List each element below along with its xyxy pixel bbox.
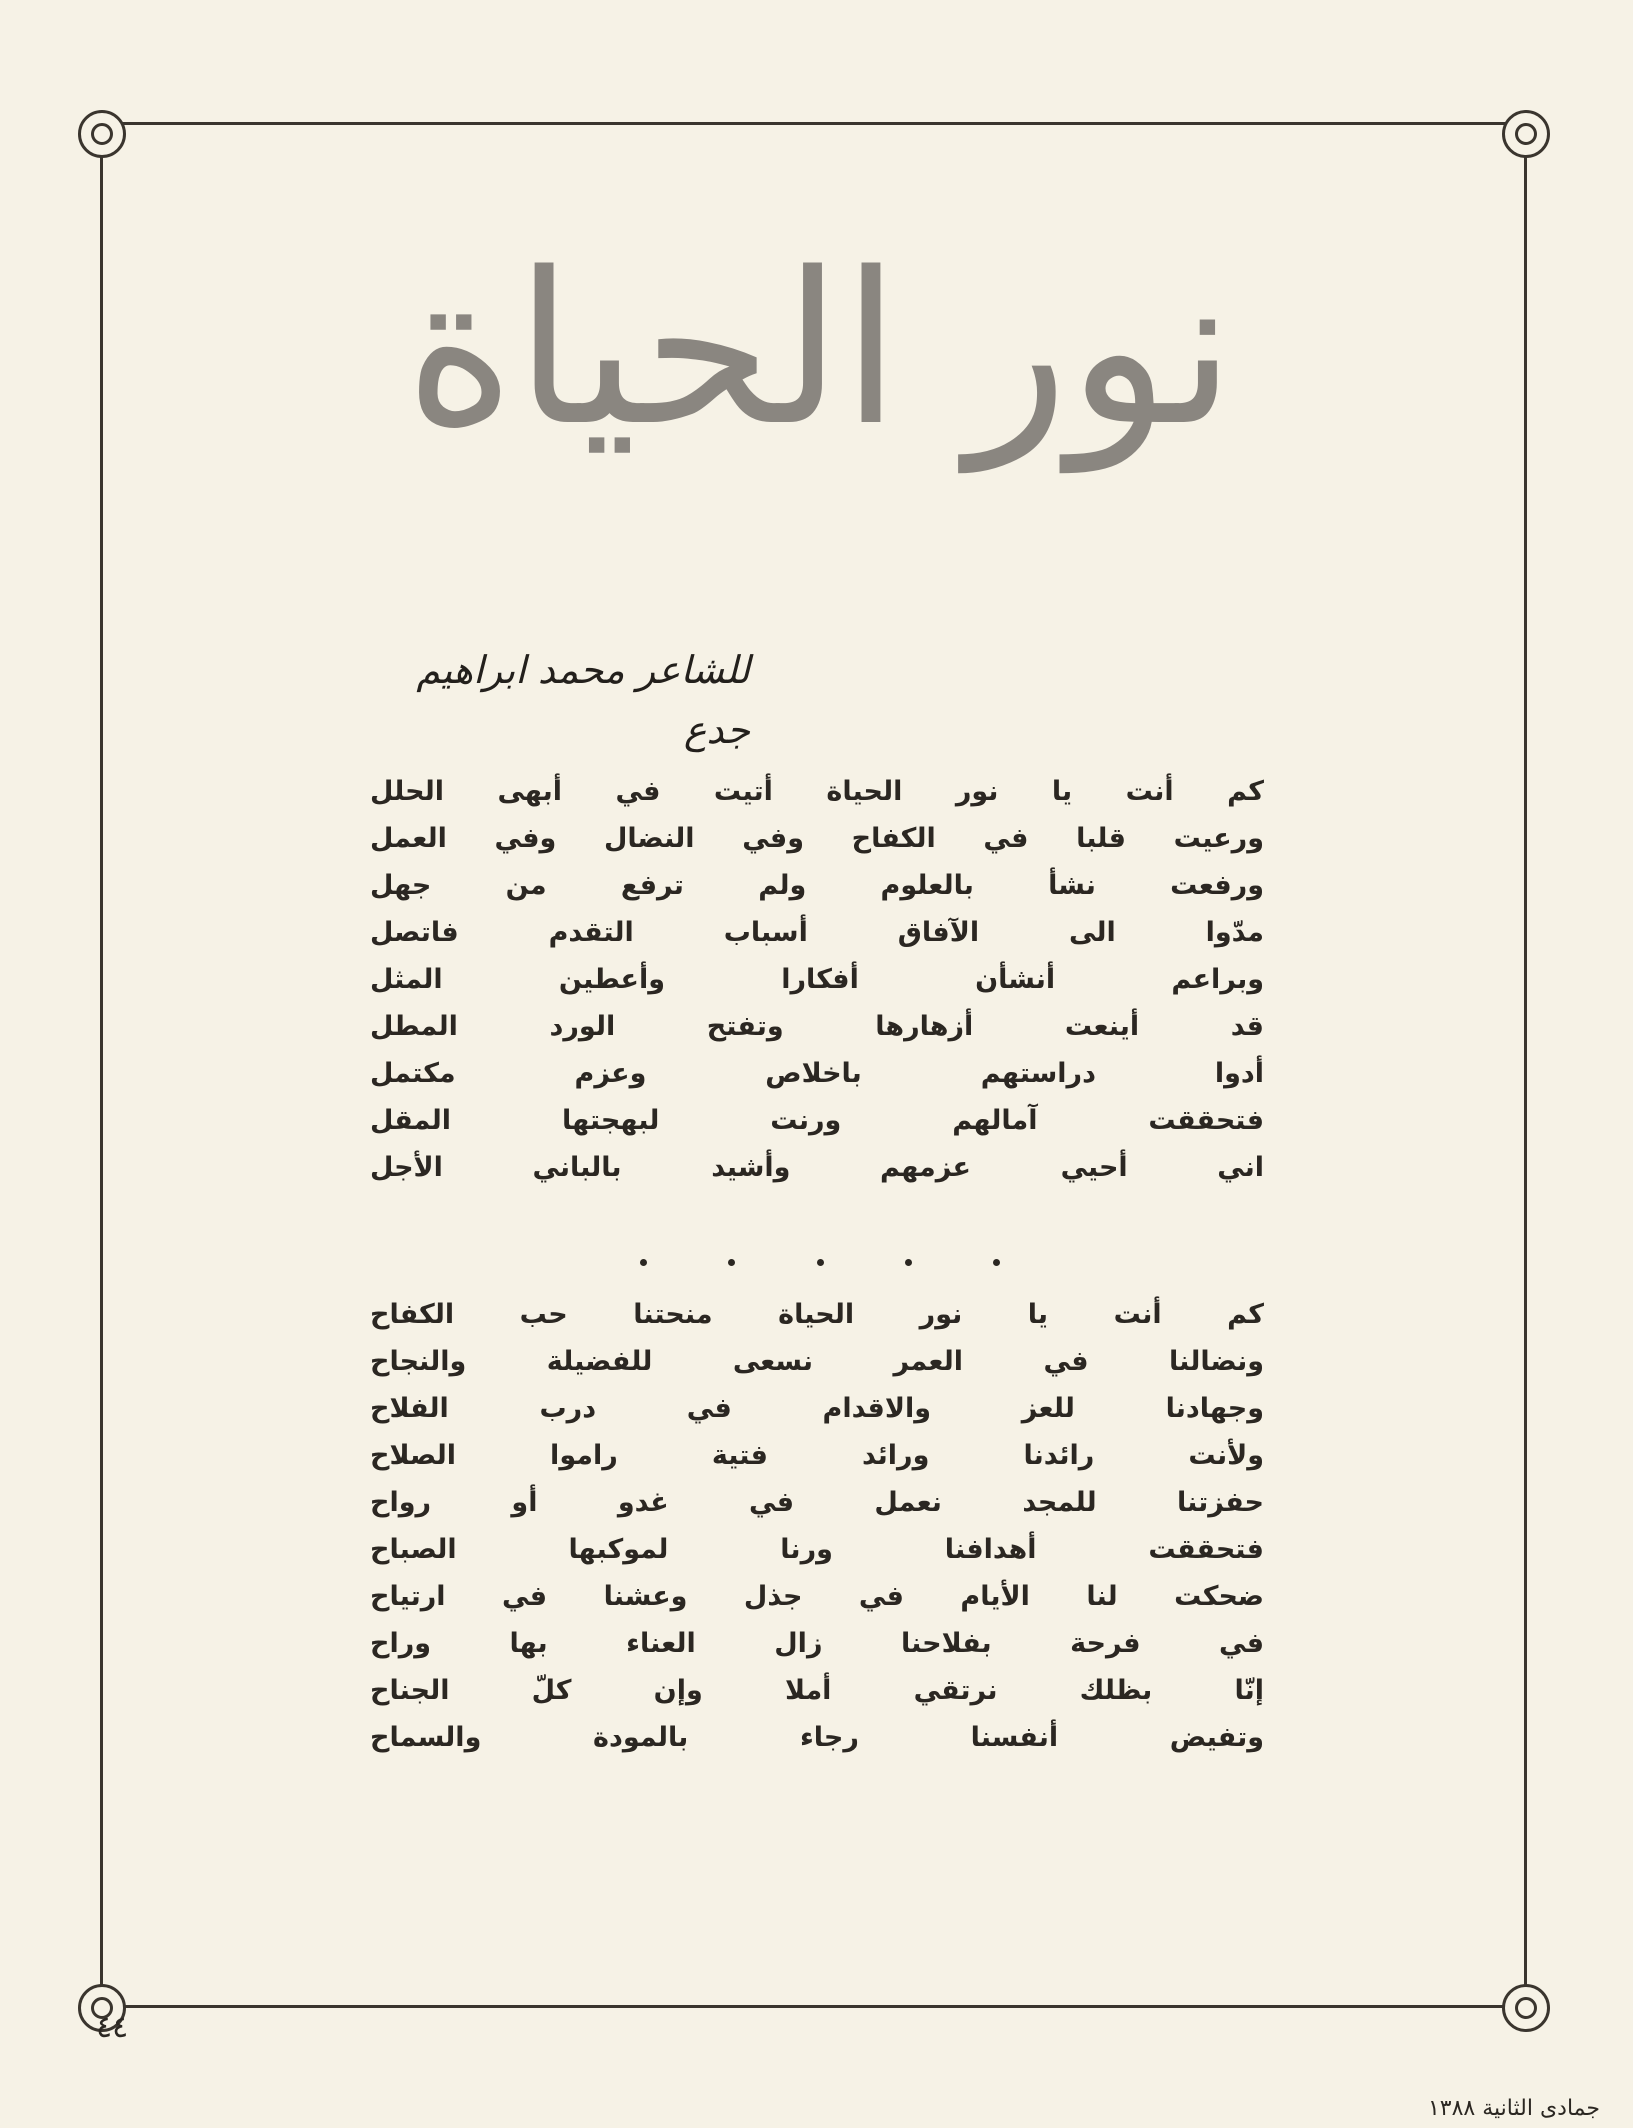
poem-line: أدوا دراستهم باخلاص وعزم مكتمل bbox=[370, 1058, 1264, 1089]
poem-line: كم أنت يا نور الحياة منحتنا حب الكفاح bbox=[370, 1299, 1264, 1330]
poem-line: وتفيض أنفسنا رجاء بالمودة والسماح bbox=[370, 1722, 1264, 1753]
calligraphy-title bbox=[320, 227, 1320, 472]
corner-ornament-bottom-right bbox=[1502, 1984, 1550, 2032]
separator-dot bbox=[728, 1259, 735, 1266]
page-number: ٤٤ bbox=[96, 2010, 129, 2045]
poem-line: إنّا بظلك نرتقي أملا وإن كلّ الجناح bbox=[370, 1675, 1264, 1706]
separator-dot bbox=[905, 1259, 912, 1266]
poem-line: كم أنت يا نور الحياة أتيت في أبهى الحلل bbox=[370, 776, 1264, 807]
poet-byline: للشاعر محمد ابراهيم جدع bbox=[416, 648, 750, 752]
poem-title: نور الحياة bbox=[404, 227, 1236, 472]
poem-line: ولأنت رائدنا ورائد فتية راموا الصلاح bbox=[370, 1440, 1264, 1471]
poem-line: ورعيت قلبا في الكفاح وفي النضال وفي العمل bbox=[370, 823, 1264, 854]
poem-line: ورفعت نشأ بالعلوم ولم ترفع من جهل bbox=[370, 870, 1264, 901]
poem-line: ضحكت لنا الأيام في جذل وعشنا في ارتياح bbox=[370, 1581, 1264, 1612]
poem-line: وبراعم أنشأن أفكارا وأعطين المثل bbox=[370, 964, 1264, 995]
corner-ornament-top-right bbox=[1502, 110, 1550, 158]
separator-dot bbox=[817, 1259, 824, 1266]
poem-line: اني أحيي عزمهم وأشيد بالباني الأجل bbox=[370, 1152, 1264, 1183]
poem-line: ونضالنا في العمر نسعى للفضيلة والنجاح bbox=[370, 1346, 1264, 1377]
poem-line: حفزتنا للمجد نعمل في غدو أو رواح bbox=[370, 1487, 1264, 1518]
corner-ornament-top-left bbox=[78, 110, 126, 158]
calligrapher-signature bbox=[930, 436, 1050, 456]
separator-dot bbox=[640, 1259, 647, 1266]
poem-line: في فرحة بفلاحنا زال العناء بها وراح bbox=[370, 1628, 1264, 1659]
poem-line: فتحققت أهدافنا ورنا لموكبها الصباح bbox=[370, 1534, 1264, 1565]
separator-dot bbox=[993, 1259, 1000, 1266]
poem-line: وجهادنا للعز والاقدام في درب الفلاح bbox=[370, 1393, 1264, 1424]
poem-line: فتحققت آمالهم ورنت لبهجتها المقل bbox=[370, 1105, 1264, 1136]
poem-stanza-2 bbox=[370, 1291, 1264, 1761]
poem-line: قد أينعت أزهارها وتفتح الورد المطل bbox=[370, 1011, 1264, 1042]
poem-line: مدّوا الى الآفاق أسباب التقدم فاتصل bbox=[370, 917, 1264, 948]
stanza-separator bbox=[640, 1252, 1000, 1272]
issue-date-footer: جمادى الثانية ١٣٨٨ bbox=[1427, 2096, 1600, 2121]
poem-stanza-1 bbox=[370, 768, 1264, 1191]
